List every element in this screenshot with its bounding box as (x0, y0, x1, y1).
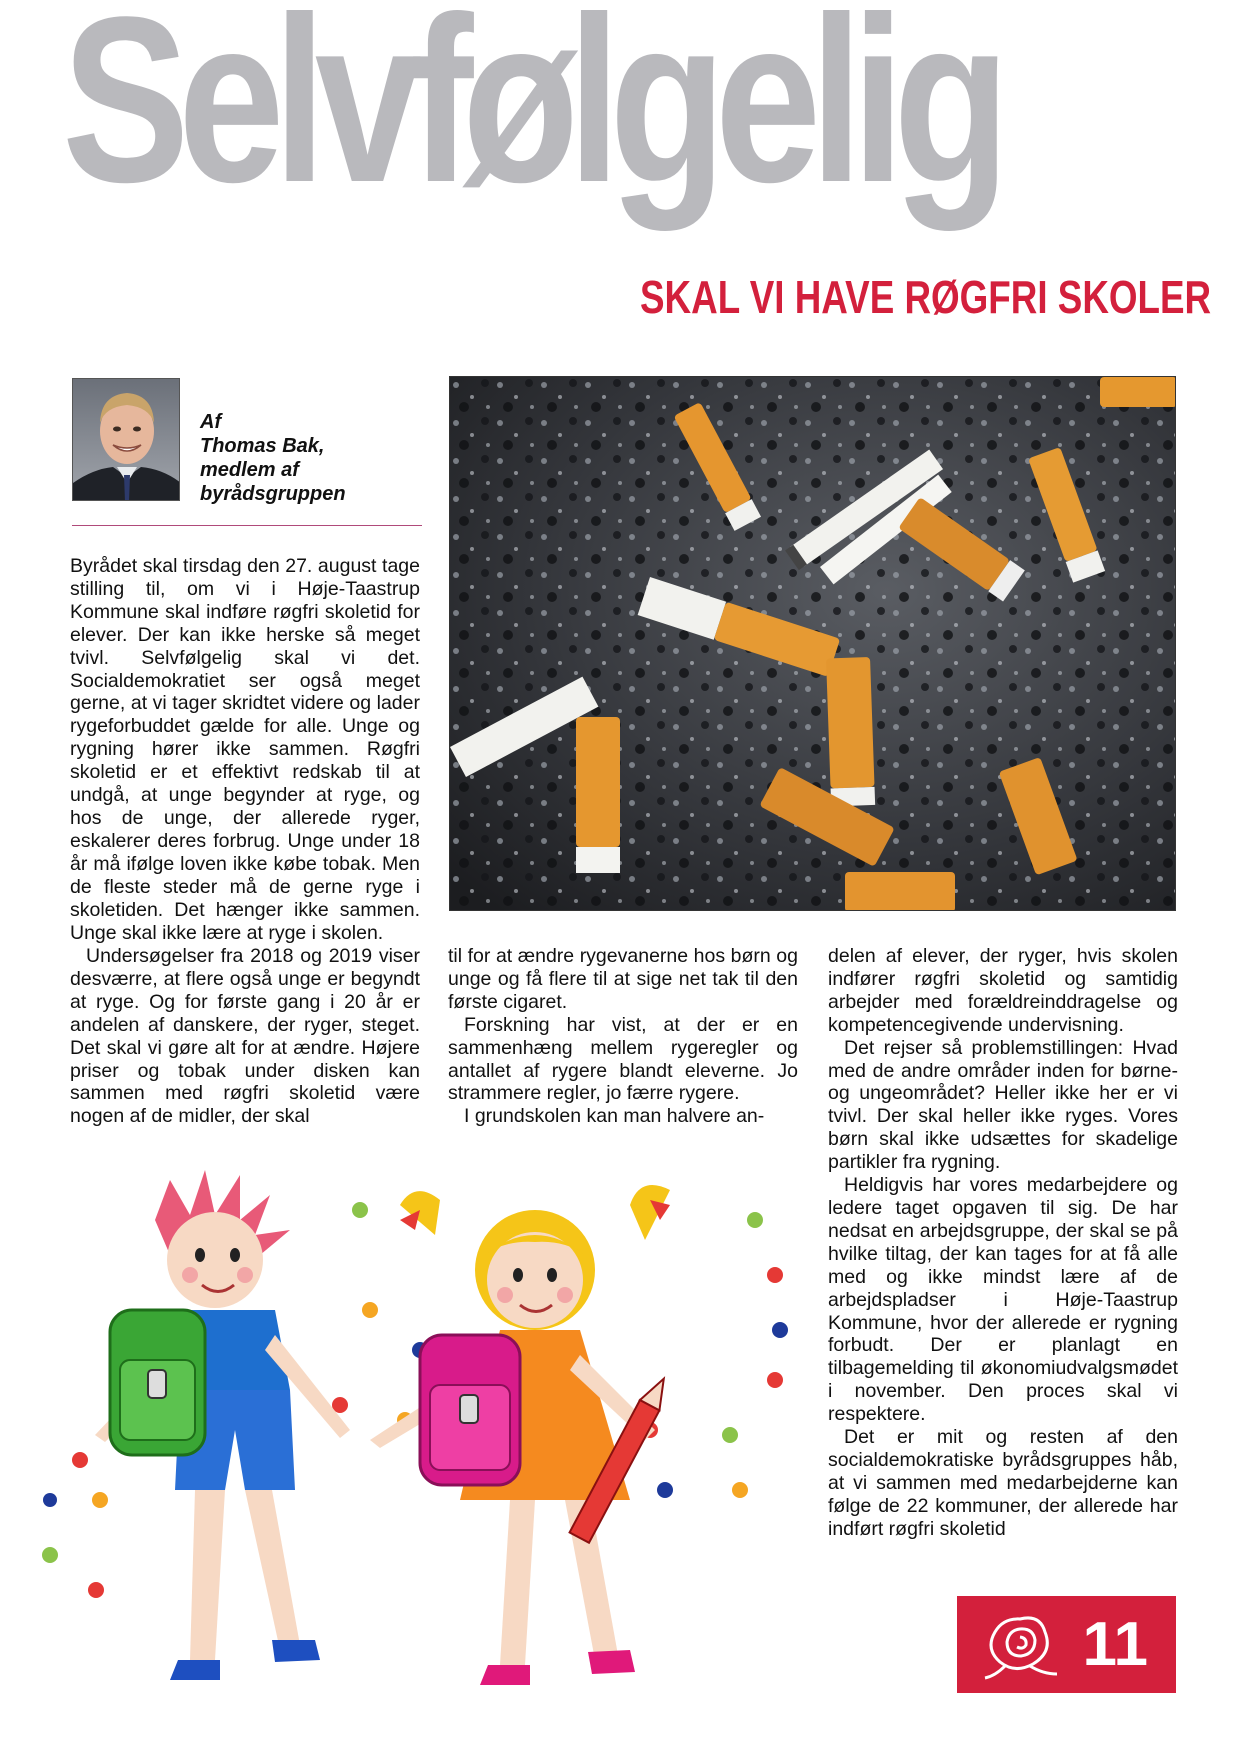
author-role-line2: byrådsgruppen (200, 483, 346, 505)
page-title: Selvfølgelig (62, 0, 999, 232)
paragraph: Forskning har vist, at der er en sammenhæng mellem rygeregler og antallet af rygere blandt eleverne. Jo strammere regler, jo færre rygere. (448, 1013, 798, 1105)
paragraph: Det rejser så problemstillingen: Hvad med de andre områder inden for børne- og ungeområdet? Heller ikke her er vi tvivl. Der skal heller ikke ryges. Vores børn skal ikke udsættes for skadelige partikler fra rygning. (828, 1036, 1178, 1174)
author-photo (72, 378, 180, 501)
article-column-3 (828, 945, 1178, 1541)
page-number-badge (957, 1596, 1176, 1693)
children-illustration (40, 1160, 800, 1700)
cigarette-photo (449, 376, 1176, 911)
page-number: 11 (1082, 1610, 1148, 1679)
paragraph: Det er mit og resten af den socialdemokratiske byrådsgruppes håb, at vi sammen med medarbejderne kan følge de 22 kommuner, der allerede har indført røgfri skoletid (828, 1426, 1178, 1540)
paragraph: delen af elever, der ryger, hvis skolen indfører røgfri skoletid og samtidig arbejder med forældreinddragelse og kompetencegivende undervisning. (828, 945, 1178, 1036)
article-column-2 (448, 945, 798, 1128)
author-byline (200, 410, 420, 506)
byline-prefix: Af (200, 411, 222, 433)
paragraph: Heldigvis har vores medarbejdere og ledere taget opgaven til sig. De har nedsat en arbejdsgruppe, der skal se på hvilke tiltag, der kan tages for at få alle med og ikke mindst lære af de arbejdspladser i Høje-Taastrup Kommune, hvor der allerede er rygning forbudt. Der er planlagt en tilbagemelding til økonomiudvalgsmødet i november. Den proces skal vi respektere. (828, 1174, 1178, 1426)
author-name: Thomas Bak, (200, 435, 325, 457)
divider (72, 525, 422, 526)
rose-icon (975, 1604, 1065, 1684)
author-role-line1: medlem af (200, 459, 299, 481)
paragraph: til for at ændre rygevanerne hos børn og unge og få flere til at sige net tak til den første cigaret. (448, 945, 798, 1013)
article-column-1a (70, 555, 420, 944)
article-subtitle: SKAL VI HAVE RØGFRI SKOLER (640, 271, 1212, 323)
paragraph: Undersøgelser fra 2018 og 2019 viser desværre, at flere også unge er begyndt at ryge. Og for første gang i 20 år er andelen af danskere, der ryger, steget. Det skal vi gøre alt for at ændre. Højere priser og tobak under disken kan sammen med røgfri skoletid være nogen af de midler, der skal (70, 945, 420, 1128)
article-column-1b (70, 945, 420, 1128)
paragraph: Byrådet skal tirsdag den 27. august tage stilling til, om vi i Høje-Taastrup Kommune skal indføre røgfri skoletid for elever. Der kan ikke herske så meget tvivl. Selvfølgelig skal vi det. Socialdemokratiet ser også meget gerne, at vi tager skridtet videre og lader rygeforbuddet gælde for alle. Unge og rygning hører ikke sammen. Røgfri skoletid er et effektivt redskab til at undgå, at unge begynder at ryge, og hos de unge, der allerede ryger, eskalerer deres forbrug. Unge under 18 år må ifølge loven ikke købe tobak. Men de fleste steder må de gerne ryge i skoletiden. Det hænger ikke sammen. Unge skal ikke lære at ryge i skolen. (70, 555, 420, 944)
paragraph: I grundskolen kan man halvere an- (464, 1105, 765, 1128)
